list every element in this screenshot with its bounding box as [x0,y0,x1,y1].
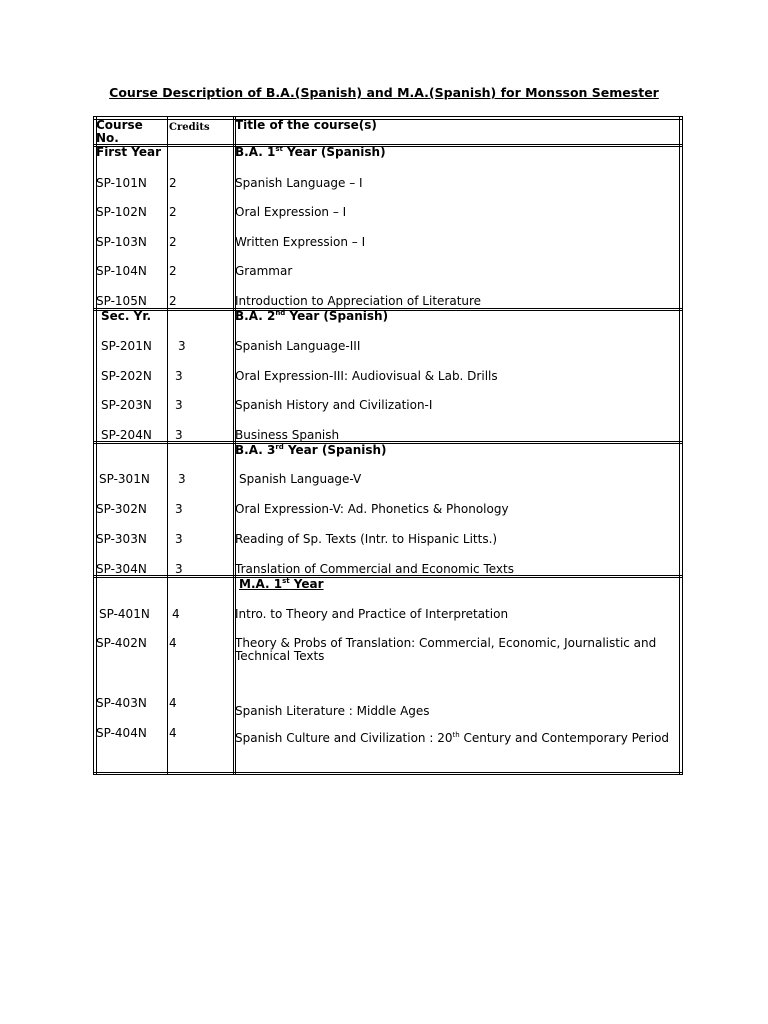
section-heading: B.A. 2nd Year (Spanish) [235,309,389,323]
course-title: Translation of Commercial and Economic Texts [235,562,514,576]
course-code: SP-301N [99,472,150,486]
course-title: Spanish Language – I [235,176,363,190]
course-code: SP-102N [96,205,147,219]
course-credits: 3 [175,428,183,442]
course-title: Spanish Culture and Civilization : 20th Century and Contemporary Period [235,731,670,745]
course-credits: 4 [172,607,180,621]
course-title: Spanish Language-V [239,472,362,486]
course-code: SP-304N [96,562,147,576]
course-title: Spanish Language-III [235,339,361,353]
course-code: SP-101N [96,176,147,190]
course-title: Oral Expression – I [235,205,347,219]
course-code: SP-104N [96,264,147,278]
course-credits: 4 [169,726,177,740]
course-credits: 3 [175,562,183,576]
course-title: Grammar [235,264,293,278]
section-heading: B.A. 3rd Year (Spanish) [235,443,387,457]
section-heading: M.A. 1st Year [239,577,324,591]
course-credits: 3 [178,472,186,486]
section-heading: B.A. 1st Year (Spanish) [235,145,386,159]
course-credits: 4 [169,636,177,650]
course-code: SP-203N [101,398,152,412]
course-title: Oral Expression-V: Ad. Phonetics & Phonology [235,502,509,516]
course-title: Business Spanish [235,428,340,442]
course-table [93,116,683,775]
course-code: SP-402N [96,636,147,650]
document-title: Course Description of B.A.(Spanish) and M.A.(Spanish) for Monsson Semester [109,85,659,100]
course-code: SP-202N [101,369,152,383]
section-label: Sec. Yr. [101,309,152,323]
course-code: SP-103N [96,235,147,249]
course-title: Written Expression – I [235,235,366,249]
course-credits: 2 [169,235,177,249]
course-credits: 3 [175,532,183,546]
header-title: Title of the course(s) [235,118,377,132]
course-title: Intro. to Theory and Practice of Interpretation [235,607,509,621]
course-code: SP-303N [96,532,147,546]
course-code: SP-401N [99,607,150,621]
course-credits: 3 [175,398,183,412]
course-title: Introduction to Appreciation of Literature [235,294,482,308]
course-title: Oral Expression-III: Audiovisual & Lab. Drills [235,369,498,383]
course-code: SP-403N [96,696,147,710]
course-title: Spanish Literature : Middle Ages [235,704,430,718]
course-credits: 2 [169,264,177,278]
course-code: SP-404N [96,726,147,740]
course-credits: 2 [169,294,177,308]
course-credits: 2 [169,176,177,190]
course-title: Spanish History and Civilization-I [235,398,433,412]
course-credits: 2 [169,205,177,219]
header-credits: Credits [169,122,210,133]
header-course-no: Course No. [96,118,143,145]
course-title: Theory & Probs of Translation: Commercial, Economic, Journalistic and Technical Texts [235,636,657,663]
course-credits: 3 [175,502,183,516]
course-credits: 4 [169,696,177,710]
course-title: Reading of Sp. Texts (Intr. to Hispanic Litts.) [235,532,498,546]
course-credits: 3 [175,369,183,383]
course-code: SP-204N [101,428,152,442]
course-credits: 3 [178,339,186,353]
course-code: SP-302N [96,502,147,516]
course-code: SP-201N [101,339,152,353]
section-label: First Year [96,145,162,159]
course-code: SP-105N [96,294,147,308]
